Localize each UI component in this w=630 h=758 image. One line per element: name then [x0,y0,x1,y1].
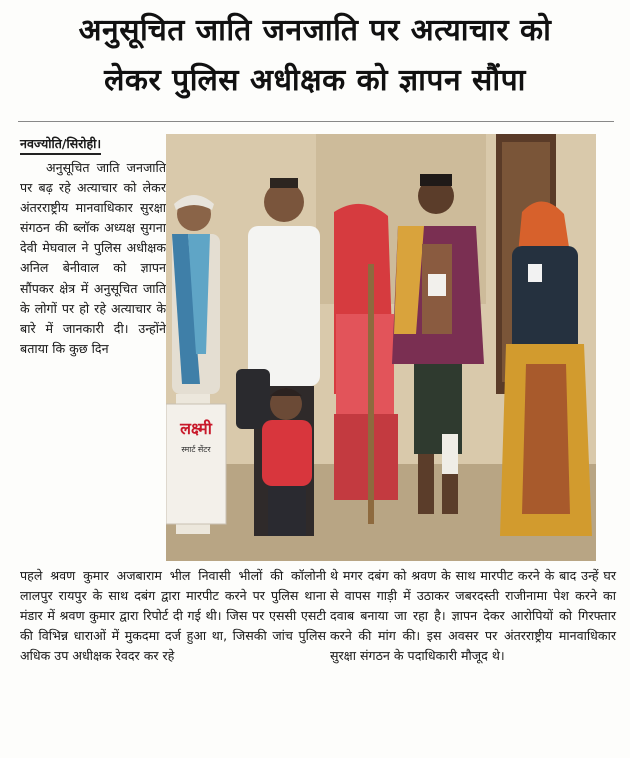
headline-line-2: लेकर पुलिस अधीक्षक को ज्ञापन सौंपा [104,63,526,98]
banner-title: लक्ष्मी [180,419,212,438]
article-col-left: पहले श्रवण कुमार अजबाराम भील निवासी भीलों की कॉलोनी लालपुर रायपुर के साथ दबंग द्वारा मारपीट करने पर पुलिस थाना मंडार में श्रवण कुमार द्वारा रिपोर्ट दी गई थी। जिस पर एससी एसटी की विभिन्न धाराओं में मुकदमा दर्ज हुआ था, जिसकी जांच पुलिस अधिक उप अधीक्षक रेवदर कर रहे [20,568,326,664]
dateline: नवज्योति/सिरोही। [20,136,101,155]
article-col-right: थे मगर दबंग को श्रवण के साथ मारपीट करने के बाद उन्हें घर से वापस गाड़ी में उठाकर जबरदस्ती राजीनामा पेश करने का दवाब बनाया जा रहा है। ज्ञापन देकर आरोपियों को गिरफ्तार करने की मांग की। इस अवसर पर अंतरराष्ट्रीय मानवाधिकार सुरक्षा संगठन के पदाधिकारी मौजूद थे। [330,568,616,664]
headline-divider [18,121,614,122]
bandage-arm [428,274,446,296]
shop-banner [166,404,226,524]
headline [0,6,630,106]
person-woman-red-veil [334,204,398,524]
news-photo [166,134,596,561]
photo-illustration [166,134,596,561]
id-card [528,264,542,282]
article-intro: अनुसूचित जाति जनजाति पर बढ़ रहे अत्याचार को लेकर अंतरराष्ट्रीय मानवाधिकार सुरक्षा संगठन की ब्लॉक अध्यक्ष सुगना देवी मेघवाल ने पुलिस अधीक्षक अनिल बेनीवाल को ज्ञापन सौंपकर क्षेत्र में अनुसूचित जाति के लोगों पर हो रहे अत्याचार के बारे में जानकारी दी। उन्होंने बताया कि कुछ दिन [20,160,166,356]
bandage-leg [442,434,458,474]
headline-line-1: अनुसूचित जाति जनजाति पर अत्याचार को [78,13,552,48]
banner-subtitle: स्मार्ट सेंटर [181,445,211,454]
